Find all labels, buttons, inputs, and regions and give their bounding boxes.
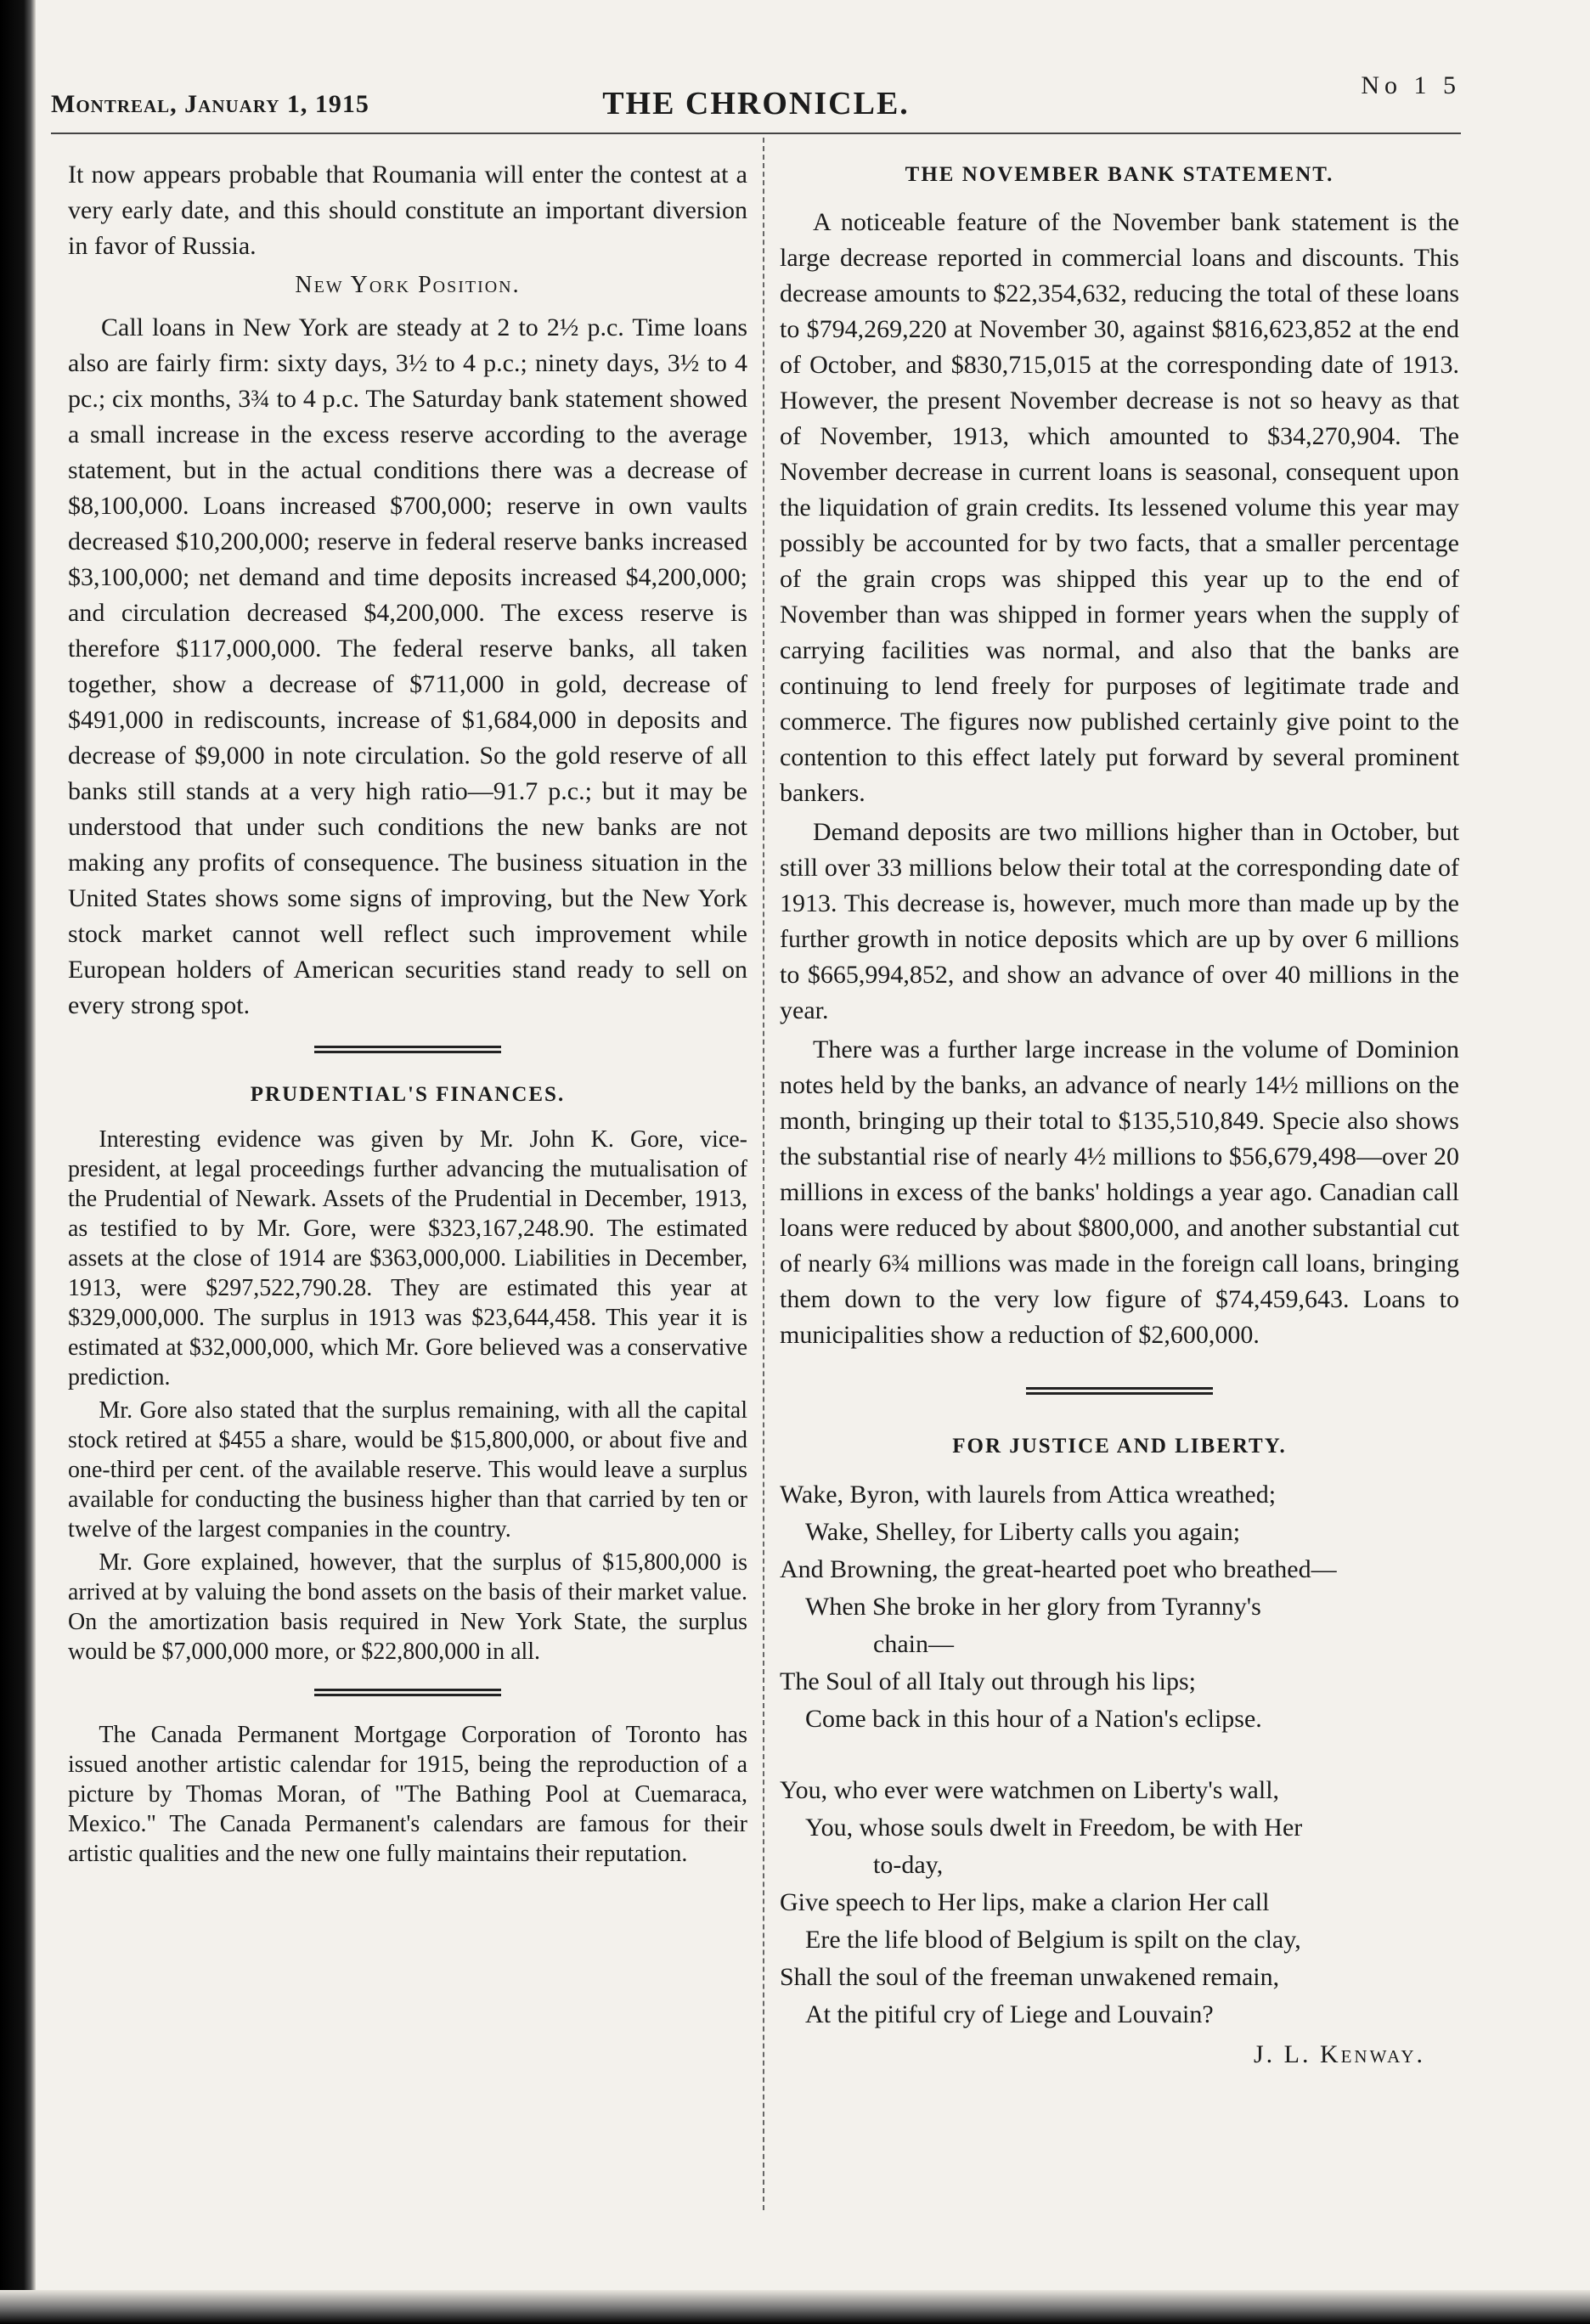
poem-line: Ere the life blood of Belgium is spilt on the clay, bbox=[805, 1926, 1301, 1954]
new-york-paragraph: Call loans in New York are steady at 2 to 2½ p.c. Time loans also are fairly firm: sixty days, 3½ to 4 p.c.; ninety days, 3½ to 4 pc.; cix months, 3¾ to 4 p.c. The Saturday bank statement showed a small increase in the excess reserve according to the average statement, but in the actual conditions there was a decrease of $8,100,000. Loans increased $700,000; reserve in own vaults decreased $10,200,000; reserve in federal reserve banks increased $3,100,000; net demand and time deposits increased $4,200,000; and circulation decreased $4,200,000. The excess reserve is therefore $117,000,000. The federal reserve banks, all taken together, show a decrease of $711,000 in gold, decrease of $491,000 in rediscounts, increase of $1,684,000 in deposits and decrease of $9,000 in note circulation. So the gold reserve of all banks still stands at a very high ratio—91.7 p.c.; but it may be understood that under such conditions the new banks are not making any profits of consequence. The business situation in the United States shows some signs of improving, but the New York stock market cannot well reflect such improvement while European holders of American securities stand ready to sell on every strong spot. bbox=[68, 313, 747, 1019]
bank-paragraph-3: There was a further large increase in the volume of Dominion notes held by the banks, an advance of nearly 14½ millions on the month, bringing up their total to $135,510,849. Specie also shows the substantial rise of nearly 4½ millions to $56,679,498—over 20 millions in excess of the banks' holdings a year ago. Canadian call loans were reduced by about $800,000, and another substantial cut of nearly 6¾ millions was made in the foreign call loans, bringing them down to the very low figure of $74,459,643. Loans to municipalities show a reduction of $2,600,000. bbox=[780, 1035, 1459, 1349]
newspaper-title: THE CHRONICLE. bbox=[602, 86, 910, 121]
left-column bbox=[68, 157, 747, 1872]
bank-paragraph-2: Demand deposits are two millions higher than in October, but still over 33 millions below their total at the corresponding date of 1913. This decrease is, however, much more than made up by the further growth in notice deposits which are up by over 6 millions to $665,994,852, and show an advance of over 40 millions in the year. bbox=[780, 818, 1459, 1024]
prudential-paragraph-2: Mr. Gore also stated that the surplus remaining, with all the capital stock retired at $455 a share, would be $15,800,000, or about five and one-third per cent. of the available reserve. This would leave a surplus available for conducting the business higher than that carried by ten or twelve of the largest companies in the country. bbox=[68, 1397, 747, 1543]
poem-line: Wake, Shelley, for Liberty calls you again; bbox=[805, 1518, 1241, 1546]
poem-line: chain— bbox=[873, 1630, 954, 1658]
poem-line: Shall the soul of the freeman unwakened remain, bbox=[780, 1963, 1280, 1991]
stanza-gap bbox=[780, 1738, 1459, 1772]
bank-statement-heading: THE NOVEMBER BANK STATEMENT. bbox=[905, 163, 1334, 186]
poem-line: Give speech to Her lips, make a clarion Her call bbox=[780, 1888, 1270, 1916]
section-separator bbox=[314, 1689, 501, 1696]
poem-line: Wake, Byron, with laurels from Attica wreathed; bbox=[780, 1481, 1277, 1509]
poem-signature: J. L. Kenway. bbox=[1253, 2040, 1425, 2068]
place-date: Montreal, January 1, 1915 bbox=[51, 90, 369, 118]
poem-stanza-1 bbox=[780, 1476, 1459, 1772]
poem-line: to-day, bbox=[873, 1851, 944, 1879]
poem-line: Come back in this hour of a Nation's eclipse. bbox=[805, 1705, 1262, 1733]
poem-line: And Browning, the great-hearted poet who breathed— bbox=[780, 1555, 1337, 1583]
poem-stanza-2 bbox=[780, 1772, 1459, 2034]
page-bottom-edge bbox=[0, 2290, 1590, 2324]
header-rule bbox=[51, 133, 1461, 134]
intro-paragraph: It now appears probable that Roumania will enter the contest at a very early date, and this should constitute an important diversion in favor of Russia. bbox=[68, 161, 747, 260]
right-column bbox=[780, 157, 1459, 2073]
prudential-paragraph-3: Mr. Gore explained, however, that the surplus of $15,800,000 is arrived at by valuing the bond assets on the basis of their market value. On the amortization basis required in New York State, the surplus would be $7,000,000 more, or $22,800,000 in all. bbox=[68, 1549, 747, 1665]
column-divider bbox=[763, 138, 764, 2210]
canada-permanent-paragraph: The Canada Permanent Mortgage Corporation of Toronto has issued another artistic calendar for 1915, being the reproduction of a picture by Thomas Moran, of "The Bathing Pool at Cuemaraca, Mexico." The Canada Permanent's calendars are famous for their artistic qualities and the new one fully maintains their reputation. bbox=[68, 1722, 747, 1867]
bank-paragraph-1: A noticeable feature of the November bank statement is the large decrease reported in commercial loans and discounts. This decrease amounts to $22,354,632, reducing the total of these loans to $794,269,220 at November 30, against $816,623,852 at the end of October, and $830,715,015 at the corresponding date of 1913. However, the present November decrease is not so heavy as that of November, 1913, which amounted to $34,270,904. The November decrease in current loans is seasonal, consequent upon the liquidation of grain credits. Its lessened volume this year may possibly be accounted for by two facts, that a smaller percentage of the grain crops was shipped this year up to the end of November than was shipped in former years when the supply of carrying facilities was normal, and also that the banks are continuing to lend freely for purposes of legitimate trade and commerce. The figures now published certainly give point to the contention to this effect lately put forward by several prominent bankers. bbox=[780, 208, 1459, 807]
prudential-paragraph-1: Interesting evidence was given by Mr. John K. Gore, vice-president, at legal proceedings further advancing the mutualisation of the Prudential of Newark. Assets of the Prudential in December, 1913, as testified to by Mr. Gore, were $323,167,248.90. The estimated assets at the close of 1914 are $363,000,000. Liabilities in December, 1913, were $297,522,790.28. They are estimated this year at $329,000,000. The surplus in 1913 was $23,644,458. This year it is estimated at $32,000,000, which Mr. Gore believed was a conservative prediction. bbox=[68, 1126, 747, 1390]
poem-heading: FOR JUSTICE AND LIBERTY. bbox=[952, 1435, 1287, 1458]
poem-line: You, whose souls dwelt in Freedom, be with Her bbox=[805, 1814, 1303, 1842]
section-separator bbox=[1026, 1387, 1213, 1395]
book-spine-edge bbox=[0, 0, 36, 2324]
poem-line: You, who ever were watchmen on Liberty's wall, bbox=[780, 1776, 1280, 1804]
section-separator bbox=[314, 1046, 501, 1053]
new-york-heading: New York Position. bbox=[295, 272, 521, 298]
page-number: No 1 5 bbox=[1361, 71, 1461, 99]
poem-line: When She broke in her glory from Tyranny's bbox=[805, 1593, 1261, 1621]
page-header bbox=[51, 68, 1461, 127]
poem-line: The Soul of all Italy out through his lips; bbox=[780, 1667, 1196, 1695]
poem-line: At the pitiful cry of Liege and Louvain? bbox=[805, 2000, 1214, 2028]
prudential-heading: PRUDENTIAL'S FINANCES. bbox=[250, 1083, 566, 1106]
